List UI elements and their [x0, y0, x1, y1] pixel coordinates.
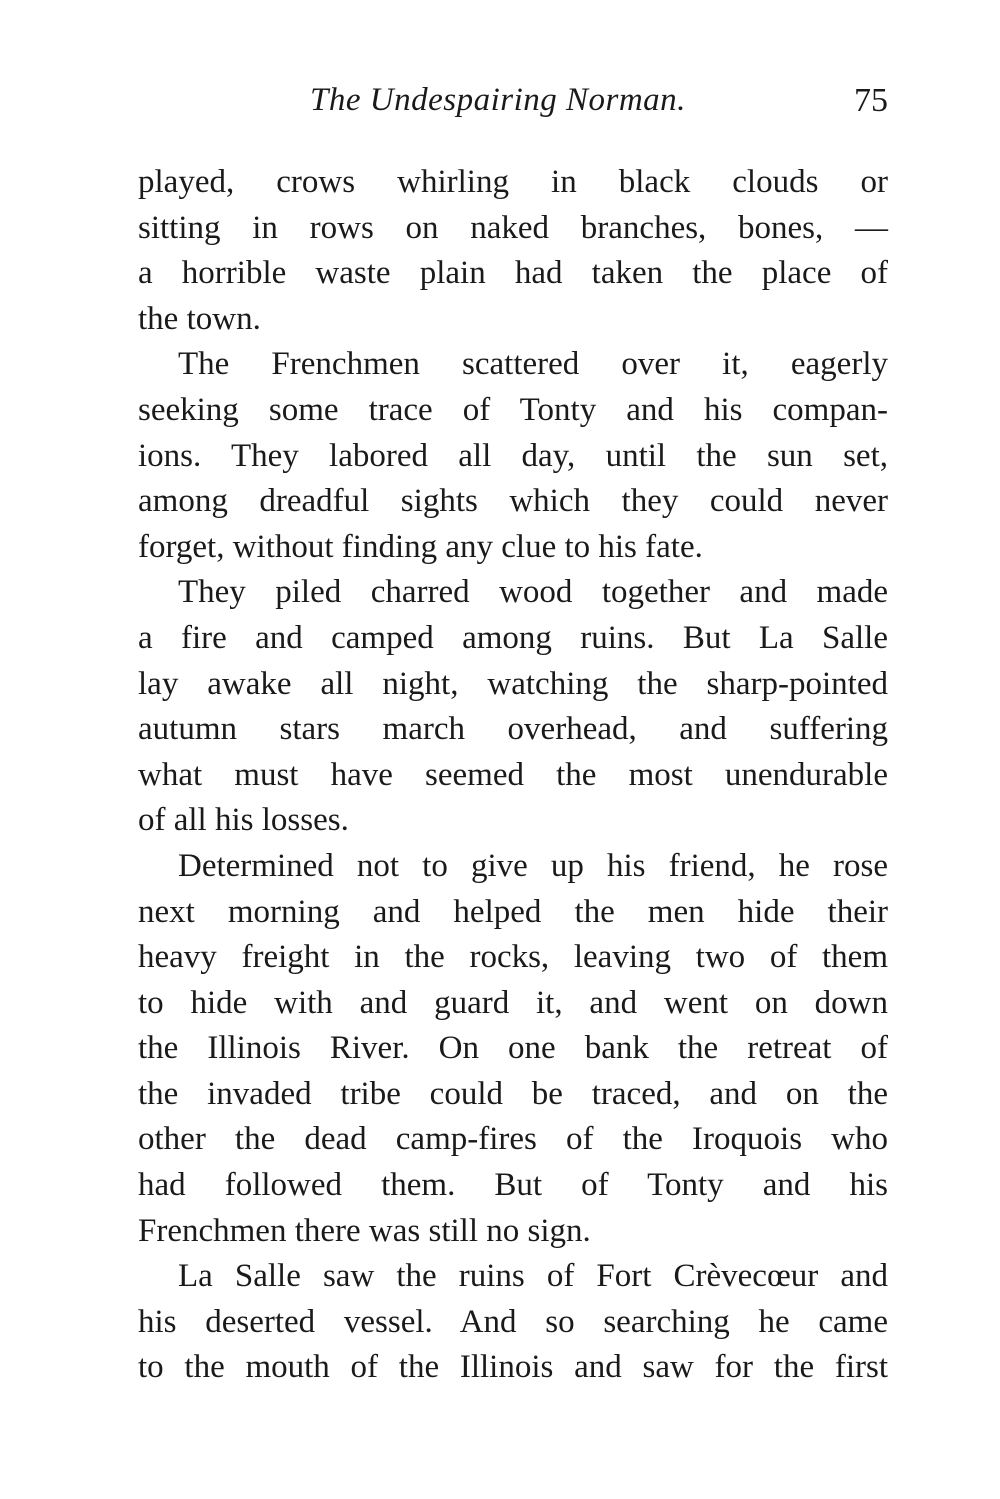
text-line: other the dead camp-fires of the Iroquois who: [138, 1121, 888, 1158]
text-line: the invaded tribe could be traced, and on the: [138, 1075, 888, 1112]
running-title: The Undespairing Norman.: [310, 82, 686, 118]
text-line: of all his losses.: [138, 802, 349, 839]
paragraph: [138, 570, 888, 844]
text-line: a horrible waste plain had taken the place of: [138, 255, 888, 292]
body-text: [138, 160, 888, 1391]
text-line: what must have seemed the most unendurable: [138, 756, 888, 793]
text-line: autumn stars march overhead, and suffering: [138, 711, 888, 748]
text-line: to the mouth of the Illinois and saw for the first: [138, 1349, 888, 1386]
page-number: 75: [854, 82, 888, 119]
text-line: ions. They labored all day, until the sun set,: [138, 437, 888, 474]
text-line: seeking some trace of Tonty and his compan-: [138, 391, 888, 428]
text-line: had followed them. But of Tonty and his: [138, 1167, 888, 1204]
text-line: forget, without finding any clue to his fate.: [138, 528, 703, 565]
text-line: The Frenchmen scattered over it, eagerly: [178, 346, 888, 383]
paragraph: [138, 160, 888, 342]
text-line: sitting in rows on naked branches, bones, —: [138, 209, 888, 246]
paragraph: [138, 844, 888, 1254]
paragraph: [138, 1254, 888, 1391]
text-line: Frenchmen there was still no sign.: [138, 1212, 591, 1249]
text-line: heavy freight in the rocks, leaving two of them: [138, 939, 888, 976]
text-line: next morning and helped the men hide their: [138, 893, 888, 930]
text-line: to hide with and guard it, and went on down: [138, 984, 888, 1021]
text-line: Determined not to give up his friend, he rose: [178, 847, 888, 884]
text-line: a fire and camped among ruins. But La Salle: [138, 619, 888, 656]
text-line: played, crows whirling in black clouds or: [138, 164, 888, 200]
paragraph: [138, 342, 888, 570]
text-line: La Salle saw the ruins of Fort Crèvecœur and: [178, 1258, 888, 1295]
text-line: his deserted vessel. And so searching he came: [138, 1303, 888, 1340]
text-line: lay awake all night, watching the sharp-pointed: [138, 665, 888, 702]
text-line: the town.: [138, 300, 261, 337]
text-line: among dreadful sights which they could never: [138, 483, 888, 520]
running-head: [138, 82, 888, 128]
text-line: the Illinois River. On one bank the retreat of: [138, 1030, 888, 1067]
text-line: They piled charred wood together and made: [178, 574, 888, 611]
